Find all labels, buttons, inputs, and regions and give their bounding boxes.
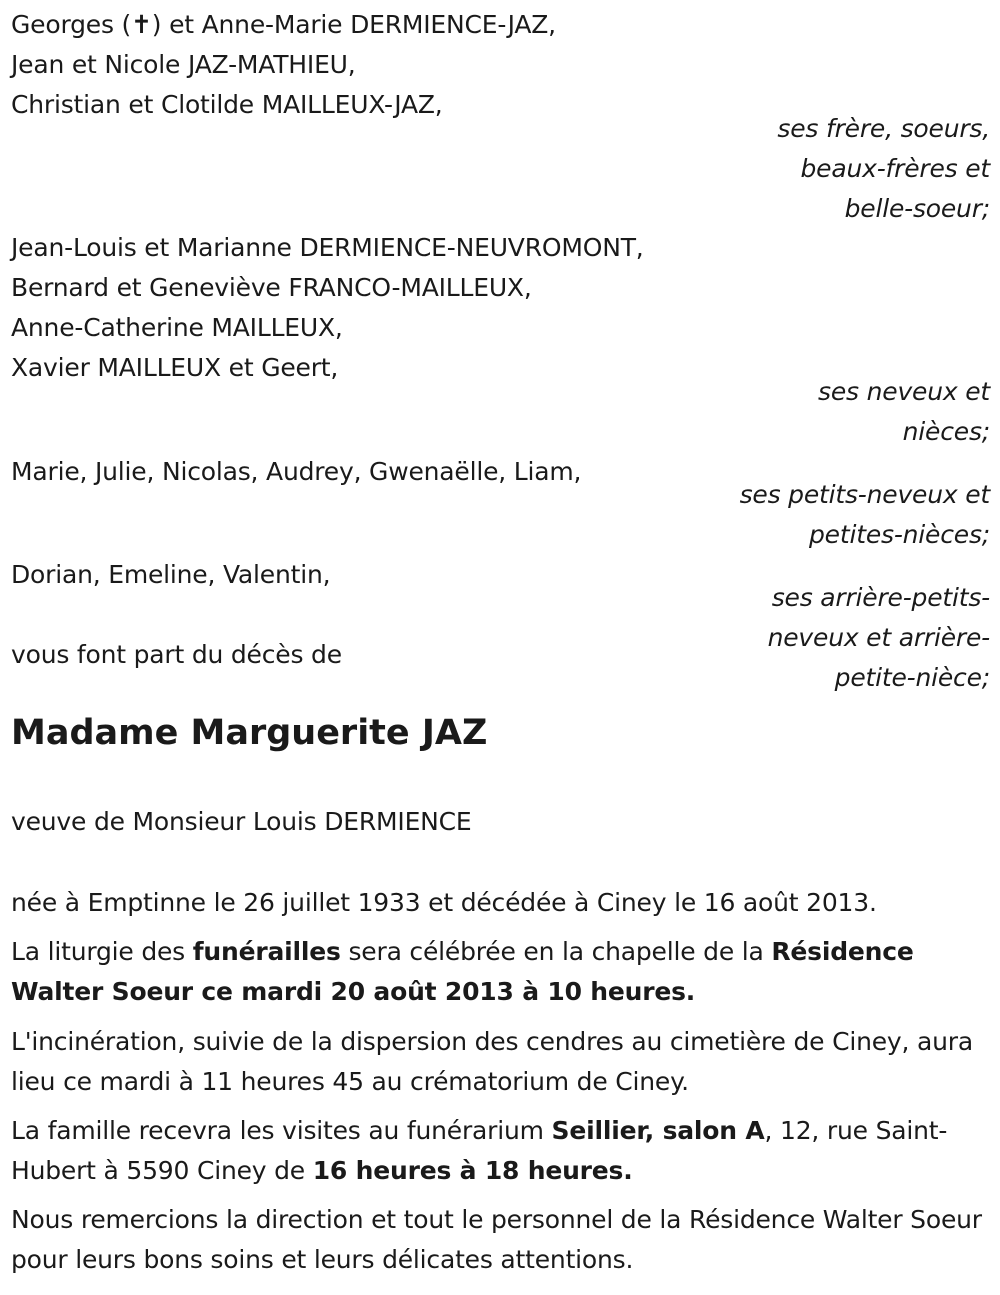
family-names-group-2 (11, 228, 644, 388)
visits-text: , 12, rue Saint-Hubert à 5590 Ciney de (11, 1116, 948, 1185)
relation-line: nièces; (902, 417, 990, 446)
birth-death-text: née à Emptinne le 26 juillet 1933 et décédée à Ciney le 16 août 2013. (11, 888, 877, 917)
relation-line: ses arrière-petits- (771, 583, 990, 612)
relation-line: belle-soeur; (844, 194, 990, 223)
relation-label-group-3 (740, 475, 990, 555)
family-names-group-3 (11, 452, 581, 492)
relation-label-group-2 (818, 372, 990, 452)
relation-line: ses frère, soeurs, (777, 114, 990, 143)
widow-of-text: veuve de Monsieur Louis DERMIENCE (11, 807, 472, 836)
liturgy-paragraph (11, 932, 991, 1012)
liturgy-text: sera célébrée en la chapelle de la (340, 937, 772, 966)
deceased-name: Madame Marguerite JAZ (11, 713, 488, 753)
relation-line: ses petits-neveux et (739, 480, 990, 509)
family-name-line: Xavier MAILLEUX et Geert, (11, 353, 339, 382)
family-name-line: Anne-Catherine MAILLEUX, (11, 313, 343, 342)
family-name-line: Marie, Julie, Nicolas, Audrey, Gwenaëlle, Liam, (11, 457, 582, 486)
relation-label-group-1 (777, 109, 990, 229)
incineration-paragraph: L'incinération, suivie de la dispersion des cendres au cimetière de Ciney, aura lieu ce mardi à 11 heures 45 au crématorium de Ciney. (11, 1027, 973, 1096)
liturgy-emphasis: Résidence Walter Soeur ce mardi 20 août 2013 à 10 heures. (11, 937, 914, 1006)
family-names-group-4 (11, 555, 330, 595)
relation-line: beaux-frères et (800, 154, 990, 183)
relation-line: neveux et arrière- (767, 623, 990, 652)
visits-paragraph (11, 1111, 991, 1191)
visits-emphasis: 16 heures à 18 heures. (312, 1156, 633, 1185)
family-name-line: Jean-Louis et Marianne DERMIENCE-NEUVROMONT, (11, 233, 644, 262)
thanks-paragraph: Nous remercions la direction et tout le personnel de la Résidence Walter Soeur pour leurs bons soins et leurs délicates attentions. (11, 1205, 982, 1274)
family-names-group-1 (11, 5, 556, 125)
relation-label-group-4 (768, 578, 990, 698)
announcement-text: vous font part du décès de (11, 640, 342, 669)
family-name-line: Christian et Clotilde MAILLEUX-JAZ, (11, 90, 443, 119)
family-name-line: Georges (✝) et Anne-Marie DERMIENCE-JAZ, (11, 10, 556, 39)
liturgy-emphasis: funérailles (192, 937, 341, 966)
visits-text: La famille recevra les visites au funérarium (11, 1116, 552, 1145)
relation-line: petites-nièces; (809, 520, 990, 549)
relation-line: ses neveux et (818, 377, 990, 406)
family-name-line: Bernard et Geneviève FRANCO-MAILLEUX, (11, 273, 532, 302)
relation-line: petite-nièce; (834, 663, 990, 692)
visits-emphasis: Seillier, salon A (551, 1116, 765, 1145)
liturgy-text: La liturgie des (11, 937, 193, 966)
family-name-line: Dorian, Emeline, Valentin, (11, 560, 331, 589)
family-name-line: Jean et Nicole JAZ-MATHIEU, (11, 50, 356, 79)
